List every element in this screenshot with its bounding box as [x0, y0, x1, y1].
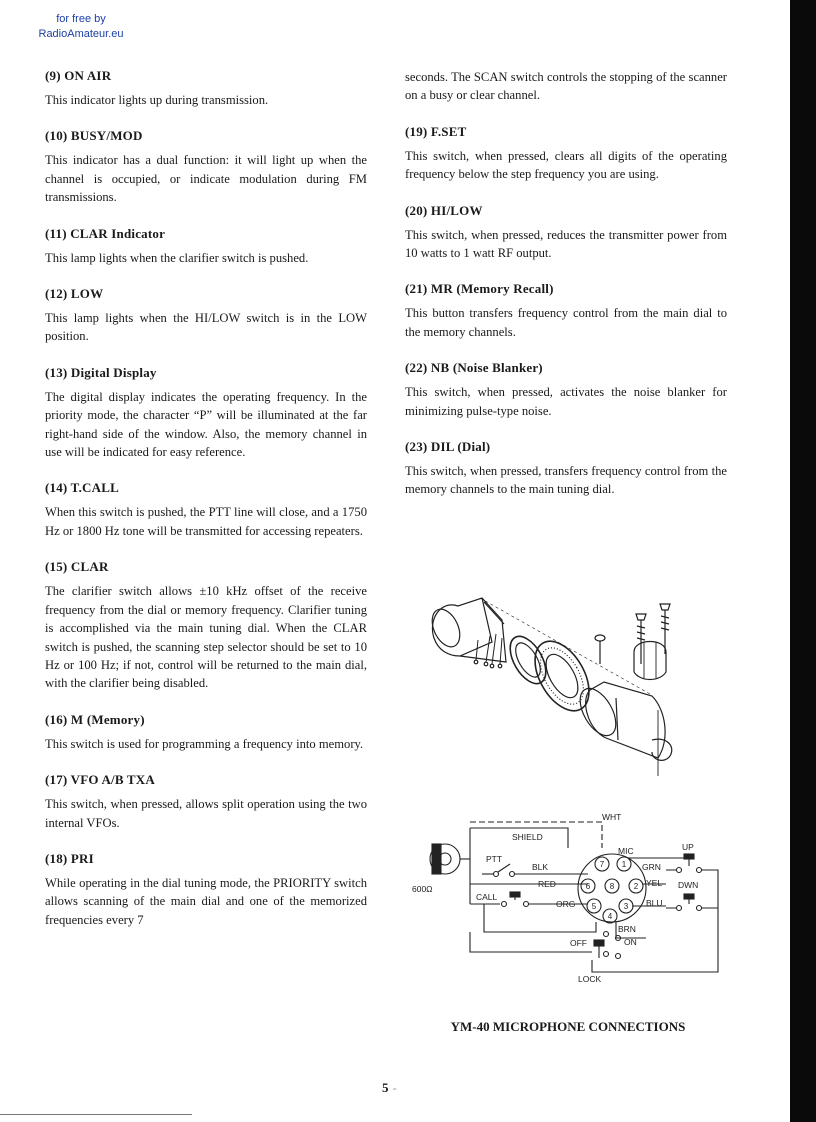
section-heading: (12) LOW: [45, 286, 104, 302]
watermark-line-2: RadioAmateur.eu: [38, 28, 124, 40]
pin-label: 3: [623, 902, 629, 911]
label-call: CALL: [476, 892, 498, 902]
label-mic: MIC: [618, 846, 634, 856]
section-body: While operating in the dial tuning mode, the PRIORITY switch allows scanning of the main dial and one of the memorized frequencies every 7: [45, 875, 367, 927]
label-shield: SHIELD: [512, 832, 543, 842]
section-on-air: [45, 68, 367, 109]
section-dial: [405, 439, 727, 499]
section-heading: (22) NB (Noise Blanker): [405, 360, 543, 376]
section-hi-low: [405, 203, 727, 263]
section-noise-blanker: [405, 360, 727, 420]
section-body: This indicator has a dual function: it will light up when the channel is occupied, or indicate modulation during FM transmissions.: [45, 153, 367, 205]
section-vfo-ab-txa: [45, 772, 367, 832]
pin-label: 7: [599, 860, 605, 869]
org-wire: [484, 904, 596, 932]
section-heading: (18) PRI: [45, 850, 94, 866]
connector-shell: [573, 682, 672, 776]
pin-label: 4: [607, 912, 613, 921]
assembly-axis-line: [480, 598, 650, 694]
connector-plug-body: [427, 598, 506, 668]
label-yel: YEL: [646, 878, 663, 888]
section-body: The digital display indicates the operating frequency. In the priority mode, the character “P” will be illuminated at the far right-hand side of the window. Also, the memory channel in use will be indicated for easy reference.: [45, 389, 367, 460]
section-body: This lamp lights when the HI/LOW switch is in the LOW position.: [45, 311, 367, 344]
section-heading: (20) HI/LOW: [405, 202, 483, 218]
pin-label: 5: [591, 902, 597, 911]
mic-element-symbol: [430, 844, 470, 874]
label-ptt: PTT: [486, 854, 503, 864]
section-body: This switch, when pressed, clears all digits of the operating frequency below the step frequency you are using.: [405, 148, 727, 182]
section-body: This button transfers frequency control from the main dial to the memory channels.: [405, 306, 727, 339]
right-column: [405, 68, 727, 518]
label-blk: BLK: [532, 862, 549, 872]
section-heading: (13) Digital Display: [45, 364, 157, 380]
pin-label: 1: [621, 860, 627, 869]
section-memory: [45, 712, 367, 753]
down-switch-symbol: [677, 894, 702, 911]
section-heading: (15) CLAR: [45, 559, 109, 575]
page-number: [382, 1080, 397, 1096]
page-number-dash: -: [392, 1080, 397, 1095]
watermark: [12, 9, 150, 45]
watermark-line-1: for free by: [56, 13, 106, 25]
label-wht: WHT: [602, 812, 622, 822]
label-brn: BRN: [618, 924, 636, 934]
pin-label: 6: [585, 882, 591, 891]
label-blu: BLU: [646, 898, 663, 908]
clamp-screw-right: [660, 604, 670, 654]
section-f-set: [405, 124, 727, 184]
label-grn: GRN: [642, 862, 661, 872]
section-clar: [45, 559, 367, 692]
pin-label: 8: [609, 882, 615, 891]
section-pri: [45, 851, 367, 929]
label-on: ON: [624, 937, 637, 947]
section-heading: (10) BUSY/MOD: [45, 128, 143, 144]
section-heading: (11) CLAR Indicator: [45, 225, 166, 241]
scan-bottom-line: [0, 1114, 192, 1115]
section-heading: (9) ON AIR: [45, 68, 112, 83]
up-switch-symbol: [677, 854, 702, 873]
section-heading: (17) VFO A/B TXA: [45, 772, 155, 788]
section-heading: (16) M (Memory): [45, 711, 145, 727]
section-heading: (14) T.CALL: [45, 480, 119, 496]
section-heading: (19) F.SET: [405, 123, 467, 139]
section-body: This switch, when pressed, allows split operation using the two internal VFOs.: [45, 797, 367, 830]
scan-edge-bar: [790, 0, 816, 1122]
microphone-wiring-schematic: [412, 812, 730, 990]
section-body: This switch, when pressed, transfers frequency control from the memory channels to the main tuning dial.: [405, 464, 727, 497]
section-clar-indicator: [45, 226, 367, 267]
label-600-ohm: 600Ω: [412, 884, 433, 894]
connector-exploded-illustration: [420, 590, 690, 780]
clamp-screw-left: [636, 614, 646, 664]
page-number-value: 5: [382, 1080, 389, 1095]
section-low: [45, 286, 367, 346]
set-screw: [595, 635, 605, 664]
pin-label: 2: [633, 882, 639, 891]
section-body: This switch, when pressed, reduces the transmitter power from 10 watts to 1 watt RF output.: [405, 227, 727, 261]
section-body: When this switch is pushed, the PTT line will close, and a 1750 Hz or 1800 Hz tone will be transmitted for accessing repeaters.: [45, 505, 367, 538]
section-body: This lamp lights when the clarifier switch is pushed.: [45, 250, 309, 265]
label-dwn: DWN: [678, 880, 699, 890]
section-body: This switch is used for programming a frequency into memory.: [45, 736, 364, 751]
section-t-call: [45, 480, 367, 540]
section-body: The clarifier switch allows ±10 kHz offset of the receive frequency from the dial or memory frequency. Clarifier tuning is accomplished via the main tuning dial. When the CLAR switch is pushed, the scanning step selector should be set to 10 Hz or 100 Hz; if not, control will be returned to the main dial, with the clarifier being disabled.: [45, 584, 367, 691]
label-red: RED: [538, 879, 556, 889]
section-digital-display: [45, 365, 367, 462]
label-lock: LOCK: [578, 974, 602, 984]
section-memory-recall: [405, 281, 727, 341]
section-body: This switch, when pressed, activates the noise blanker for minimizing pulse-type noise.: [405, 385, 727, 418]
cable-clamp: [634, 642, 666, 680]
figure-caption: YM-40 MICROPHONE CONNECTIONS: [450, 1019, 686, 1034]
section-heading: (23) DIL (Dial): [405, 439, 491, 455]
section-busy-mod: [45, 128, 367, 206]
section-body: This indicator lights up during transmission.: [45, 93, 269, 107]
pri-continuation: seconds. The SCAN switch controls the stopping of the scanner on a busy or clear channel.: [405, 70, 727, 103]
label-org: ORG: [556, 899, 576, 909]
section-heading: (21) MR (Memory Recall): [405, 281, 554, 297]
label-off: OFF: [570, 938, 587, 948]
left-column: [45, 68, 367, 948]
label-up: UP: [682, 842, 694, 852]
